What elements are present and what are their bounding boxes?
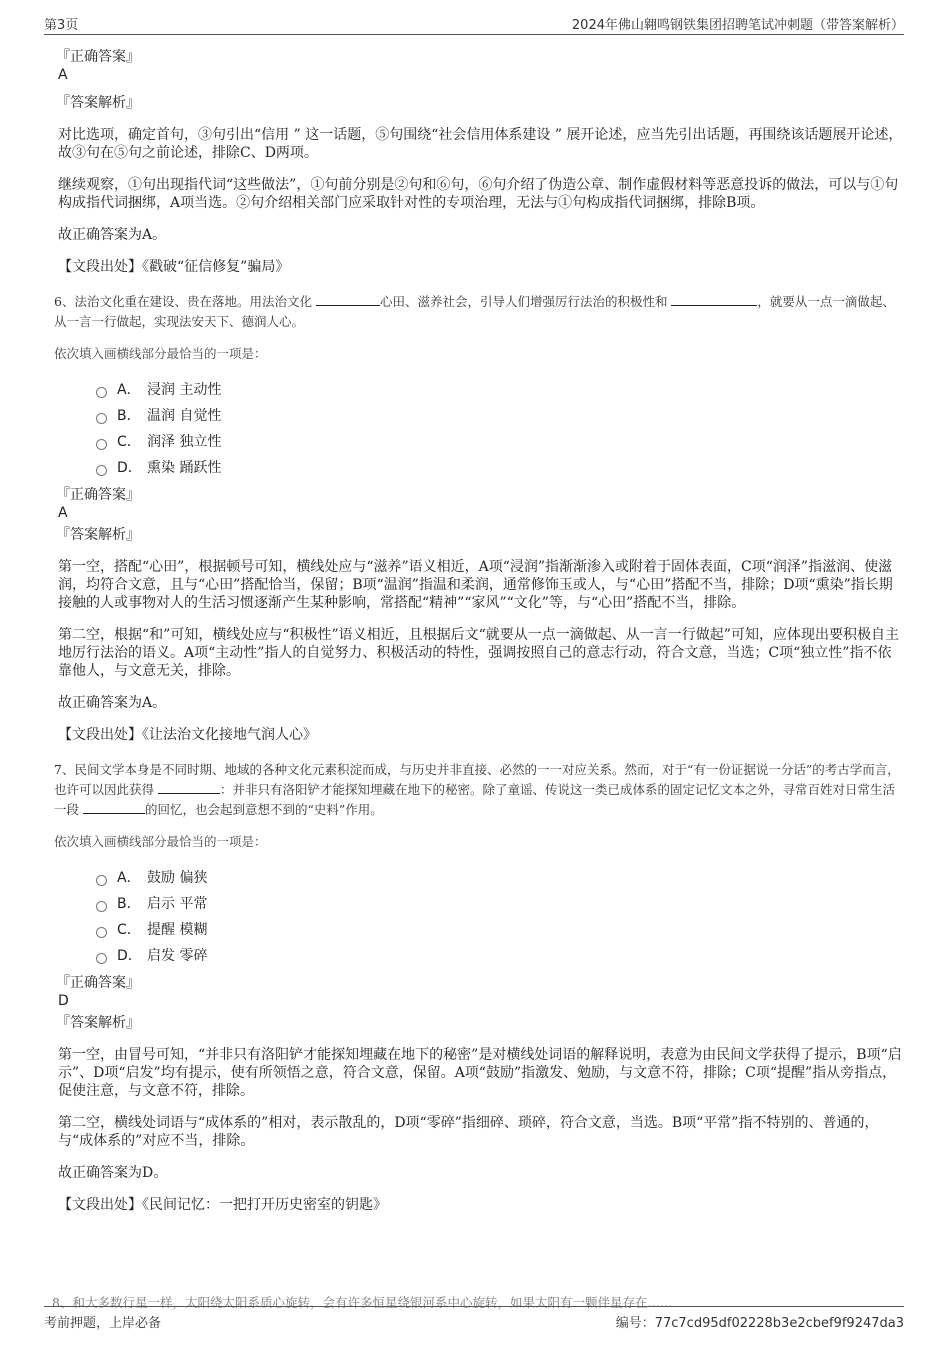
option-a[interactable]: A． 鼓励 偏狭 (96, 864, 904, 890)
analysis-label: 『答案解析』 (56, 95, 140, 111)
conclusion: 故正确答案为D。 (58, 1165, 168, 1181)
question-6-stem: 6、法治文化重在建设、贵在落地。用法治文化 心田、滋养社会，引导人们增强厉行法治的积极性和 ，就要从一点一滴做起、从一言一行做起，实现法安天下、德润人心。 (54, 294, 895, 329)
radio-icon[interactable] (96, 387, 107, 398)
radio-icon[interactable] (96, 413, 107, 424)
correct-answer-value: D (58, 993, 69, 1009)
question-7-stem: 7、民间文学本身是不同时期、地域的各种文化元素积淀而成，与历史并非直接、必然的一一对应关系。然而，对于“有一份证据说一分话”的考古学而言，也许可以因此获得 ：并非只有洛阳铲才能探知埋藏在地下的秘密。除了童谣、传说这一类已成体系的固定记忆文本之外，寻常百姓对日常生活一段 的回忆，也会起到意想不到的“史料”作用。 (54, 762, 900, 817)
analysis-paragraph: 第一空，搭配“心田”，根据顿号可知，横线处应与“滋养”语义相近，A项“浸润”指渐渐渗入或附着于固体表面，C项“润泽”指滋润、使滋润，均符合文意，且与“心田”搭配恰当，保留；B项“温润”指温和柔润，通常修饰玉或人，与“心田”搭配不当，排除；D项“熏染”指长期接触的人或事物对人的生活习惯逐渐产生某种影响，常搭配“精神”“家风”“文化”等，与“心田”搭配不当，排除。 (58, 559, 893, 611)
footer-slogan: 考前押题，上岸必备 (44, 1316, 162, 1331)
blank-line (83, 801, 145, 814)
document-body (44, 44, 904, 1214)
page-number: 第3页 (44, 18, 79, 33)
analysis-label: 『答案解析』 (56, 1015, 140, 1031)
options-list (96, 376, 904, 480)
radio-icon[interactable] (96, 953, 107, 964)
options-list (96, 864, 904, 968)
option-c[interactable]: C． 润泽 独立性 (96, 428, 904, 454)
analysis-paragraph: 继续观察，①句出现指代词“这些做法”，①句前分别是②句和⑥句，⑥句介绍了伪造公章、制作虚假材料等恶意投诉的做法，可以与①句构成指代词捆绑，A项当选。②句介绍相关部门应采取针对性的专项治理，无法与①句构成指代词捆绑，排除B项。 (58, 177, 899, 211)
source-citation: 【文段出处】《戳破“征信修复”骗局》 (58, 259, 290, 275)
source-citation: 【文段出处】《民间记忆：一把打开历史密室的钥匙》 (58, 1197, 387, 1213)
option-d[interactable]: D． 启发 零碎 (96, 942, 904, 968)
correct-answer-label: 『正确答案』 (56, 487, 140, 503)
page-header (44, 14, 904, 35)
analysis-paragraph: 第二空，横线处词语与“成体系的”相对，表示散乱的，D项“零碎”指细碎、琐碎，符合文意，当选。B项“平常”指不特别的、普通的，与“成体系的”对应不当，排除。 (58, 1115, 879, 1149)
page-footer (44, 1306, 904, 1331)
option-d[interactable]: D． 熏染 踊跃性 (96, 454, 904, 480)
correct-answer-label: 『正确答案』 (56, 975, 140, 991)
question-prompt: 依次填入画横线部分最恰当的一项是： (54, 834, 267, 849)
analysis-paragraph: 第一空，由冒号可知，“并非只有洛阳铲才能探知埋藏在地下的秘密”是对横线处词语的解释说明，表意为由民间文学获得了提示，B项“启示”、D项“启发”均有提示，使有所领悟之意，符合文意，保留。A项“鼓励”指激发、勉励，与文意不符，排除；C项“提醒”指从旁指点，促使注意，与文意不符，排除。 (58, 1047, 902, 1099)
correct-answer-label: 『正确答案』 (56, 49, 140, 65)
radio-icon[interactable] (96, 465, 107, 476)
option-b[interactable]: B． 启示 平常 (96, 890, 904, 916)
document-title: 2024年佛山翱鸣钢铁集团招聘笔试冲刺题（带答案解析） (571, 18, 904, 33)
conclusion: 故正确答案为A。 (58, 227, 167, 243)
blank-line (158, 781, 220, 794)
next-question-cut: 8、和大多数行星一样，太阳绕太阳系质心旋转，会有许多恒星绕银河系中心旋转，如果太阳有一颗伴星存在…… (52, 1295, 673, 1310)
correct-answer-value: A (58, 67, 68, 83)
radio-icon[interactable] (96, 875, 107, 886)
option-b[interactable]: B． 温润 自觉性 (96, 402, 904, 428)
source-citation: 【文段出处】《让法治文化接地气润人心》 (58, 727, 317, 743)
radio-icon[interactable] (96, 927, 107, 938)
analysis-paragraph: 第二空，根据“和”可知，横线处应与“积极性”语义相近，且根据后文“就要从一点一滴做起、从一言一行做起”可知，应体现出要积极自主地厉行法治的语义。A项“主动性”指人的自觉努力、积极活动的特性，强调按照自己的意志行动，符合文意，当选；C项“独立性”指不依靠他人，与文意无关，排除。 (58, 627, 899, 679)
conclusion: 故正确答案为A。 (58, 695, 167, 711)
option-c[interactable]: C． 提醒 模糊 (96, 916, 904, 942)
radio-icon[interactable] (96, 901, 107, 912)
blank-line (671, 293, 757, 306)
document-code: 编号：77c7cd95df02228b3e2cbef9f9247da3 (615, 1316, 904, 1331)
correct-answer-value: A (58, 505, 68, 521)
question-prompt: 依次填入画横线部分最恰当的一项是： (54, 346, 267, 361)
option-a[interactable]: A． 浸润 主动性 (96, 376, 904, 402)
analysis-label: 『答案解析』 (56, 527, 140, 543)
blank-line (316, 293, 380, 306)
analysis-paragraph: 对比选项，确定首句，③句引出“信用 ” 这一话题，⑤句围绕“社会信用体系建设 ” 展开论述，应当先引出话题，再围绕该话题展开论述，故③句在⑤句之前论述，排除C、D两项。 (58, 127, 903, 161)
radio-icon[interactable] (96, 439, 107, 450)
